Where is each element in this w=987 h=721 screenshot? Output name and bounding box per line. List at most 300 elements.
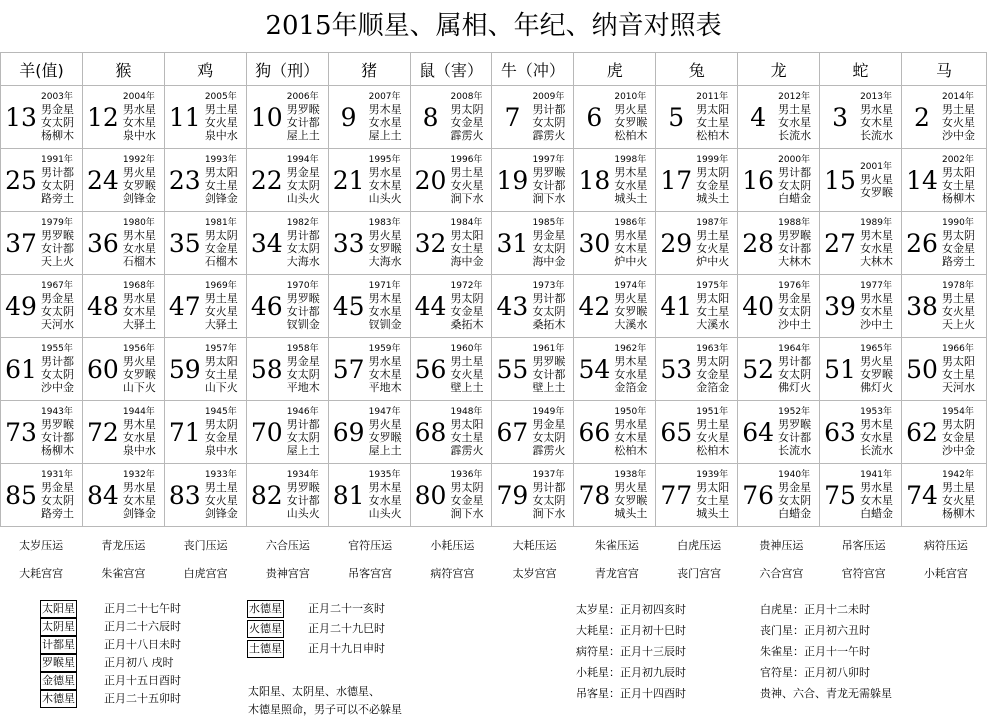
birth-year: 1993年 — [204, 155, 237, 165]
age-number: 82 — [250, 480, 283, 510]
mid-note-1: 太阳星、太阴星、水德星、 — [248, 685, 380, 698]
age-cell — [1, 212, 83, 275]
birth-year: 1982年 — [286, 218, 319, 228]
age-number: 40 — [742, 291, 775, 321]
age-number: 58 — [250, 354, 283, 384]
nayin: 大海水 — [368, 255, 402, 268]
male-star: 男土星 — [778, 103, 812, 116]
female-star: 女土星 — [941, 179, 975, 192]
age-number: 43 — [496, 291, 529, 321]
female-star: 女火星 — [696, 431, 730, 444]
male-star: 男太阴 — [696, 355, 730, 368]
age-number: 9 — [340, 102, 357, 132]
male-star: 男太阴 — [450, 292, 484, 305]
birth-year: 1972年 — [450, 281, 483, 291]
female-star: 女土星 — [941, 368, 975, 381]
birth-year: 2011年 — [696, 92, 729, 102]
female-star: 女水星 — [368, 116, 402, 129]
birth-year: 1967年 — [41, 281, 73, 291]
gong-row-cell: 青龙宫宫 — [594, 567, 639, 580]
zodiac-header: 虎 — [574, 53, 656, 86]
age-cell — [328, 149, 410, 212]
age-number: 79 — [496, 480, 529, 510]
female-star: 女太阴 — [778, 305, 812, 318]
female-star: 女土星 — [696, 494, 730, 507]
age-cell — [656, 401, 738, 464]
age-cell — [246, 338, 328, 401]
age-number: 23 — [168, 165, 201, 195]
female-star: 女火星 — [450, 368, 484, 381]
female-star: 女金星 — [696, 368, 730, 381]
nayin: 杨柳木 — [41, 129, 74, 142]
nayin: 石榴木 — [204, 255, 238, 268]
age-number: 60 — [87, 354, 119, 384]
nayin: 剑锋金 — [122, 507, 156, 520]
female-star: 女罗睺 — [860, 368, 894, 381]
zodiac-header: 牛（冲） — [492, 53, 574, 86]
female-star: 女太阴 — [286, 242, 320, 255]
yun-row-cell: 官符压运 — [348, 539, 393, 552]
gong-row-cell: 病符宫宫 — [430, 567, 475, 580]
age-cell — [574, 464, 656, 527]
birth-year: 2005年 — [204, 92, 237, 102]
female-star: 女水星 — [614, 368, 648, 381]
age-cell — [738, 86, 820, 149]
nayin: 壁上土 — [450, 381, 484, 394]
birth-year: 2014年 — [941, 92, 974, 102]
male-star: 男太阳 — [696, 103, 730, 116]
male-star: 男火星 — [368, 229, 402, 242]
birth-year: 1990年 — [941, 218, 974, 228]
male-star: 男土星 — [696, 229, 730, 242]
nayin: 桑拓木 — [450, 318, 484, 331]
star-time: 正月二十九巳时 — [308, 622, 385, 635]
age-cell — [410, 149, 492, 212]
age-cell — [901, 275, 986, 338]
birth-year: 1973年 — [532, 281, 565, 291]
nayin: 路旁土 — [41, 507, 74, 520]
nayin: 钗钏金 — [286, 318, 320, 331]
male-star: 男土星 — [696, 418, 730, 431]
birth-year: 1963年 — [696, 344, 729, 354]
nayin: 大驿土 — [204, 318, 238, 331]
nayin: 大林木 — [778, 255, 812, 268]
age-cell — [1, 86, 83, 149]
male-star: 男水星 — [860, 103, 894, 116]
age-cell — [164, 212, 246, 275]
birth-year: 1947年 — [368, 407, 401, 417]
star-name-box: 木德星 — [40, 690, 77, 708]
birth-year: 1979年 — [41, 218, 73, 228]
male-star: 男太阴 — [204, 229, 238, 242]
female-star: 女金星 — [450, 305, 484, 318]
age-number: 55 — [496, 354, 529, 384]
zodiac-header: 兔 — [656, 53, 738, 86]
female-star: 女火星 — [204, 305, 238, 318]
male-star: 男计都 — [532, 292, 566, 305]
birth-year: 1961年 — [532, 344, 565, 354]
age-number: 84 — [87, 480, 119, 510]
nayin: 松柏木 — [696, 129, 730, 142]
age-number: 57 — [332, 354, 365, 384]
star-schedule: 大耗星：正月初十巳时 — [576, 624, 686, 637]
nayin: 杨柳木 — [941, 192, 975, 205]
male-star: 男罗睺 — [532, 355, 566, 368]
birth-year: 1989年 — [860, 218, 892, 228]
birth-year: 2009年 — [532, 92, 565, 102]
male-star: 男罗睺 — [286, 103, 320, 116]
birth-year: 1957年 — [204, 344, 237, 354]
birth-year: 1953年 — [860, 407, 892, 417]
age-number: 21 — [332, 165, 365, 195]
age-number: 28 — [742, 228, 775, 258]
age-cell — [492, 338, 574, 401]
nayin: 大林木 — [860, 255, 894, 268]
nayin: 白蜡金 — [860, 507, 894, 520]
age-cell — [246, 464, 328, 527]
age-number: 75 — [824, 480, 856, 510]
nayin: 佛灯火 — [778, 381, 812, 394]
female-star: 女土星 — [204, 368, 238, 381]
age-number: 70 — [250, 417, 283, 447]
birth-year: 1996年 — [450, 155, 483, 165]
age-number: 67 — [496, 417, 529, 447]
female-star: 女木星 — [860, 494, 894, 507]
female-star: 女土星 — [450, 431, 484, 444]
star-schedule: 吊客星：正月十四酉时 — [576, 687, 686, 700]
male-star: 男火星 — [614, 292, 648, 305]
star-time: 正月二十六辰时 — [104, 620, 181, 633]
age-cell — [901, 338, 986, 401]
nayin: 沙中土 — [778, 318, 812, 331]
age-number: 61 — [5, 354, 37, 384]
female-star: 女金星 — [941, 431, 975, 444]
female-star: 女太阴 — [532, 431, 566, 444]
age-number: 49 — [5, 291, 37, 321]
age-number: 78 — [578, 480, 611, 510]
male-star: 男计都 — [41, 355, 74, 368]
nayin: 屋上土 — [286, 129, 320, 142]
zodiac-header: 羊(值) — [1, 53, 83, 86]
gong-row-cell: 丧门宫宫 — [677, 567, 722, 580]
age-cell — [738, 212, 820, 275]
age-cell — [82, 338, 164, 401]
age-cell — [574, 149, 656, 212]
age-number: 17 — [660, 165, 693, 195]
birth-year: 1946年 — [286, 407, 319, 417]
zodiac-header: 龙 — [738, 53, 820, 86]
female-star: 女土星 — [696, 116, 730, 129]
female-star: 女金星 — [941, 242, 975, 255]
female-star: 女太阴 — [778, 494, 812, 507]
age-number: 13 — [5, 102, 37, 132]
age-cell — [82, 212, 164, 275]
male-star: 男计都 — [778, 355, 812, 368]
male-star: 男水星 — [860, 481, 894, 494]
star-name-box: 太阳星 — [40, 600, 77, 618]
star-name-box: 金德星 — [40, 672, 77, 690]
age-number: 25 — [5, 165, 37, 195]
table-row — [1, 212, 987, 275]
age-number: 16 — [742, 165, 775, 195]
age-number: 11 — [168, 102, 201, 132]
birth-year: 1968年 — [122, 281, 155, 291]
male-star: 男计都 — [41, 166, 74, 179]
female-star: 女木星 — [122, 494, 156, 507]
age-cell — [820, 338, 902, 401]
age-cell — [246, 275, 328, 338]
star-time: 正月十八日未时 — [104, 638, 181, 651]
age-cell — [328, 212, 410, 275]
age-number: 59 — [168, 354, 201, 384]
birth-year: 1958年 — [286, 344, 319, 354]
female-star: 女木星 — [368, 179, 402, 192]
gong-row-cell: 六合宫宫 — [759, 567, 804, 580]
male-star: 男水星 — [368, 166, 402, 179]
female-star: 女火星 — [941, 494, 975, 507]
birth-year: 1935年 — [368, 470, 401, 480]
male-star: 男木星 — [122, 229, 156, 242]
age-number: 7 — [504, 102, 521, 132]
birth-year: 1942年 — [941, 470, 974, 480]
age-number: 68 — [414, 417, 447, 447]
male-star: 男太阳 — [696, 292, 730, 305]
birth-year: 1932年 — [122, 470, 155, 480]
birth-year: 1978年 — [941, 281, 974, 291]
male-star: 男土星 — [941, 292, 975, 305]
birth-year: 1983年 — [368, 218, 401, 228]
gong-row-cell: 白虎宫宫 — [183, 567, 228, 580]
age-cell — [738, 149, 820, 212]
age-cell — [410, 275, 492, 338]
nayin: 平地木 — [286, 381, 320, 394]
female-star: 女计都 — [286, 305, 320, 318]
nayin: 炉中火 — [696, 255, 730, 268]
birth-year: 1955年 — [41, 344, 73, 354]
age-cell — [328, 338, 410, 401]
birth-year: 1999年 — [696, 155, 729, 165]
female-star: 女计都 — [41, 242, 74, 255]
age-cell — [901, 464, 986, 527]
age-cell — [901, 149, 986, 212]
table-row — [1, 401, 987, 464]
female-star: 女木星 — [860, 116, 894, 129]
age-cell — [820, 149, 902, 212]
age-cell — [492, 212, 574, 275]
age-number: 15 — [824, 165, 856, 195]
age-cell — [574, 338, 656, 401]
nayin: 山头火 — [286, 507, 320, 520]
nayin: 城头土 — [696, 192, 730, 205]
male-star: 男土星 — [941, 103, 975, 116]
zodiac-table — [0, 52, 987, 527]
star-name-box: 罗睺星 — [40, 654, 77, 672]
birth-year: 1944年 — [122, 407, 155, 417]
male-star: 男水星 — [860, 292, 894, 305]
birth-year: 1965年 — [860, 344, 892, 354]
birth-year: 1950年 — [614, 407, 647, 417]
age-cell — [574, 275, 656, 338]
age-number: 45 — [332, 291, 365, 321]
female-star: 女计都 — [778, 431, 812, 444]
age-number: 66 — [578, 417, 611, 447]
birth-year: 1956年 — [122, 344, 155, 354]
male-star: 男太阳 — [450, 229, 484, 242]
nayin: 涧下水 — [532, 507, 566, 520]
female-star: 女太阴 — [532, 116, 566, 129]
birth-year: 1994年 — [286, 155, 319, 165]
yun-row-cell: 六合压运 — [265, 539, 310, 552]
nayin: 城头土 — [696, 507, 730, 520]
age-number: 81 — [332, 480, 365, 510]
male-star: 男太阳 — [696, 481, 730, 494]
nayin: 沙中土 — [860, 318, 894, 331]
birth-year: 1988年 — [778, 218, 811, 228]
female-star: 女火星 — [450, 179, 484, 192]
birth-year: 1951年 — [696, 407, 729, 417]
female-star: 女金星 — [450, 494, 484, 507]
age-number: 44 — [414, 291, 447, 321]
age-cell — [738, 338, 820, 401]
age-cell — [328, 86, 410, 149]
age-cell — [82, 401, 164, 464]
age-cell — [492, 86, 574, 149]
male-star: 男太阴 — [204, 418, 238, 431]
age-cell — [246, 212, 328, 275]
male-star: 男水星 — [122, 292, 156, 305]
female-star: 女水星 — [860, 431, 894, 444]
nayin: 长流水 — [860, 444, 894, 457]
yun-row-cell: 贵神压运 — [759, 539, 804, 552]
age-cell — [901, 86, 986, 149]
male-star: 男计都 — [532, 103, 566, 116]
male-star: 男水星 — [614, 418, 648, 431]
female-star: 女火星 — [696, 242, 730, 255]
nayin: 松柏木 — [696, 444, 730, 457]
age-cell — [656, 338, 738, 401]
nayin: 涧下水 — [532, 192, 566, 205]
age-number: 33 — [332, 228, 365, 258]
male-star: 男木星 — [368, 103, 402, 116]
male-star: 男罗睺 — [532, 166, 566, 179]
nayin: 山头火 — [368, 507, 402, 520]
age-number: 4 — [750, 102, 767, 132]
female-star: 女太阴 — [532, 242, 566, 255]
male-star: 男木星 — [860, 418, 894, 431]
female-star: 女水星 — [614, 179, 648, 192]
male-star: 男太阳 — [941, 166, 975, 179]
nayin: 剑锋金 — [204, 192, 238, 205]
nayin: 沙中金 — [941, 129, 975, 142]
female-star: 女太阴 — [778, 368, 812, 381]
female-star: 女计都 — [532, 179, 566, 192]
male-star: 男土星 — [450, 355, 484, 368]
age-cell — [328, 464, 410, 527]
star-time: 正月二十七午时 — [104, 602, 181, 615]
male-star: 男太阳 — [450, 418, 484, 431]
age-cell — [410, 212, 492, 275]
age-cell — [574, 212, 656, 275]
birth-year: 1941年 — [860, 470, 892, 480]
age-number: 74 — [906, 480, 938, 510]
age-number: 54 — [578, 354, 611, 384]
birth-year: 1970年 — [286, 281, 319, 291]
age-cell — [492, 275, 574, 338]
female-star: 女木星 — [122, 116, 156, 129]
age-cell — [492, 401, 574, 464]
age-number: 32 — [414, 228, 447, 258]
nayin: 长流水 — [778, 129, 812, 142]
nayin: 屋上土 — [286, 444, 320, 457]
nayin: 霹雳火 — [450, 444, 484, 457]
star-schedule: 官符星：正月初八卯时 — [760, 666, 870, 679]
yun-row — [0, 532, 987, 560]
age-number: 53 — [660, 354, 693, 384]
yun-row-cell: 太岁压运 — [19, 539, 64, 552]
nayin: 松柏木 — [614, 129, 648, 142]
birth-year: 1992年 — [122, 155, 155, 165]
male-star: 男土星 — [941, 481, 975, 494]
male-star: 男太阴 — [696, 166, 730, 179]
age-cell — [656, 275, 738, 338]
star-name-box: 土德星 — [247, 640, 284, 658]
age-number: 29 — [660, 228, 693, 258]
gong-row-cell: 朱雀宫宫 — [101, 567, 146, 580]
nayin: 天河水 — [941, 381, 975, 394]
birth-year: 1959年 — [368, 344, 401, 354]
zodiac-header: 猴 — [82, 53, 164, 86]
nayin: 大溪水 — [696, 318, 730, 331]
nayin: 长流水 — [860, 129, 894, 142]
male-star: 男太阳 — [204, 355, 238, 368]
nayin: 平地木 — [368, 381, 402, 394]
yun-row-cell: 朱雀压运 — [594, 539, 639, 552]
age-cell — [1, 401, 83, 464]
female-star: 女罗睺 — [614, 116, 648, 129]
male-star: 男罗睺 — [286, 292, 320, 305]
male-star: 男木星 — [122, 418, 156, 431]
age-number: 48 — [87, 291, 119, 321]
male-star: 男计都 — [286, 229, 320, 242]
star-time: 正月十五日酉时 — [104, 674, 181, 687]
birth-year: 1991年 — [41, 155, 73, 165]
nayin: 山下火 — [122, 381, 156, 394]
zodiac-header: 鸡 — [164, 53, 246, 86]
age-number: 8 — [422, 102, 439, 132]
female-star: 女太阴 — [41, 494, 74, 507]
birth-year: 1948年 — [450, 407, 483, 417]
age-number: 77 — [660, 480, 693, 510]
birth-year: 1998年 — [614, 155, 647, 165]
age-number: 35 — [168, 228, 201, 258]
yun-row-cell: 丧门压运 — [183, 539, 228, 552]
birth-year: 1975年 — [696, 281, 729, 291]
nayin: 沙中金 — [41, 381, 74, 394]
female-star: 女计都 — [532, 368, 566, 381]
zodiac-header: 马 — [901, 53, 986, 86]
birth-year: 1969年 — [204, 281, 237, 291]
nayin: 剑锋金 — [204, 507, 238, 520]
birth-year: 2004年 — [122, 92, 155, 102]
age-cell — [410, 464, 492, 527]
star-name-box: 水德星 — [247, 600, 284, 618]
male-star: 男罗睺 — [41, 229, 74, 242]
male-star: 男金星 — [532, 418, 566, 431]
birth-year: 1964年 — [778, 344, 811, 354]
male-star: 男金星 — [41, 481, 74, 494]
star-schedule: 病符星：正月十三辰时 — [576, 645, 686, 658]
nayin: 大驿土 — [122, 318, 156, 331]
